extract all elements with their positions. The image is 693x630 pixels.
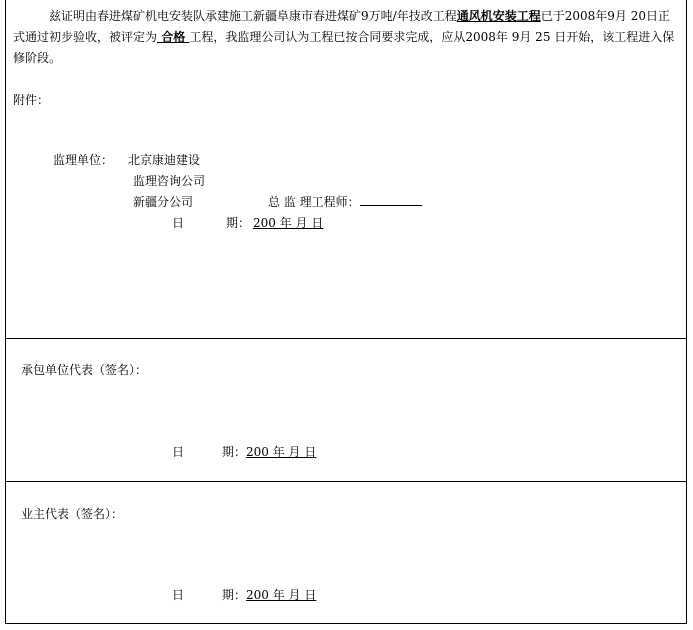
certificate-text-3: 工程，我监理公司认为工程已按合同要求完成，应从2008年 9月 25 日开始，该工程进入保修阶段。 — [13, 30, 675, 65]
grade-value: 合格 — [157, 30, 190, 44]
date-label-ri: 日 — [172, 588, 185, 602]
date-label-qi: 期： — [222, 445, 247, 459]
owner-date-value: 200 年 月 日 — [246, 588, 317, 602]
supervisor-date-value: 200 年 月 日 — [253, 216, 324, 230]
date-label-qi: 期： — [226, 216, 251, 230]
section-divider — [5, 338, 687, 339]
supervisor-label: 监理单位： — [53, 153, 114, 167]
paragraph-indent — [13, 9, 49, 23]
form-frame — [5, 0, 687, 624]
certificate-paragraph — [13, 6, 676, 69]
chief-engineer-label-text: 总 监 理工程师： — [268, 195, 360, 209]
supervisor-name-line-3: 新疆分公司 — [133, 195, 194, 209]
contractor-date-value: 200 年 月 日 — [246, 445, 317, 459]
date-label-ri: 日 — [172, 445, 185, 459]
attachment-label: 附件： — [13, 93, 50, 107]
project-name: 通风机安装工程 — [456, 9, 541, 23]
supervisor-name-line-1: 北京康迪建设 — [128, 153, 201, 167]
certificate-text-1: 兹证明由春进煤矿机电安装队承建施工新疆阜康市春进煤矿9万吨/年技改工程 — [49, 9, 457, 23]
owner-label: 业主代表（签名）： — [21, 507, 124, 521]
contractor-label: 承包单位代表（签名）： — [21, 363, 148, 377]
supervisor-name-line-2: 监理咨询公司 — [133, 174, 206, 188]
section-divider — [5, 481, 687, 482]
date-label-ri: 日 — [172, 216, 185, 230]
date-label-qi: 期： — [222, 588, 247, 602]
certificate-text-2: 已于2008年9月 20日正式通过初步验收，被评定为 — [13, 9, 670, 44]
chief-engineer-label — [268, 195, 422, 209]
signature-line — [360, 195, 422, 206]
